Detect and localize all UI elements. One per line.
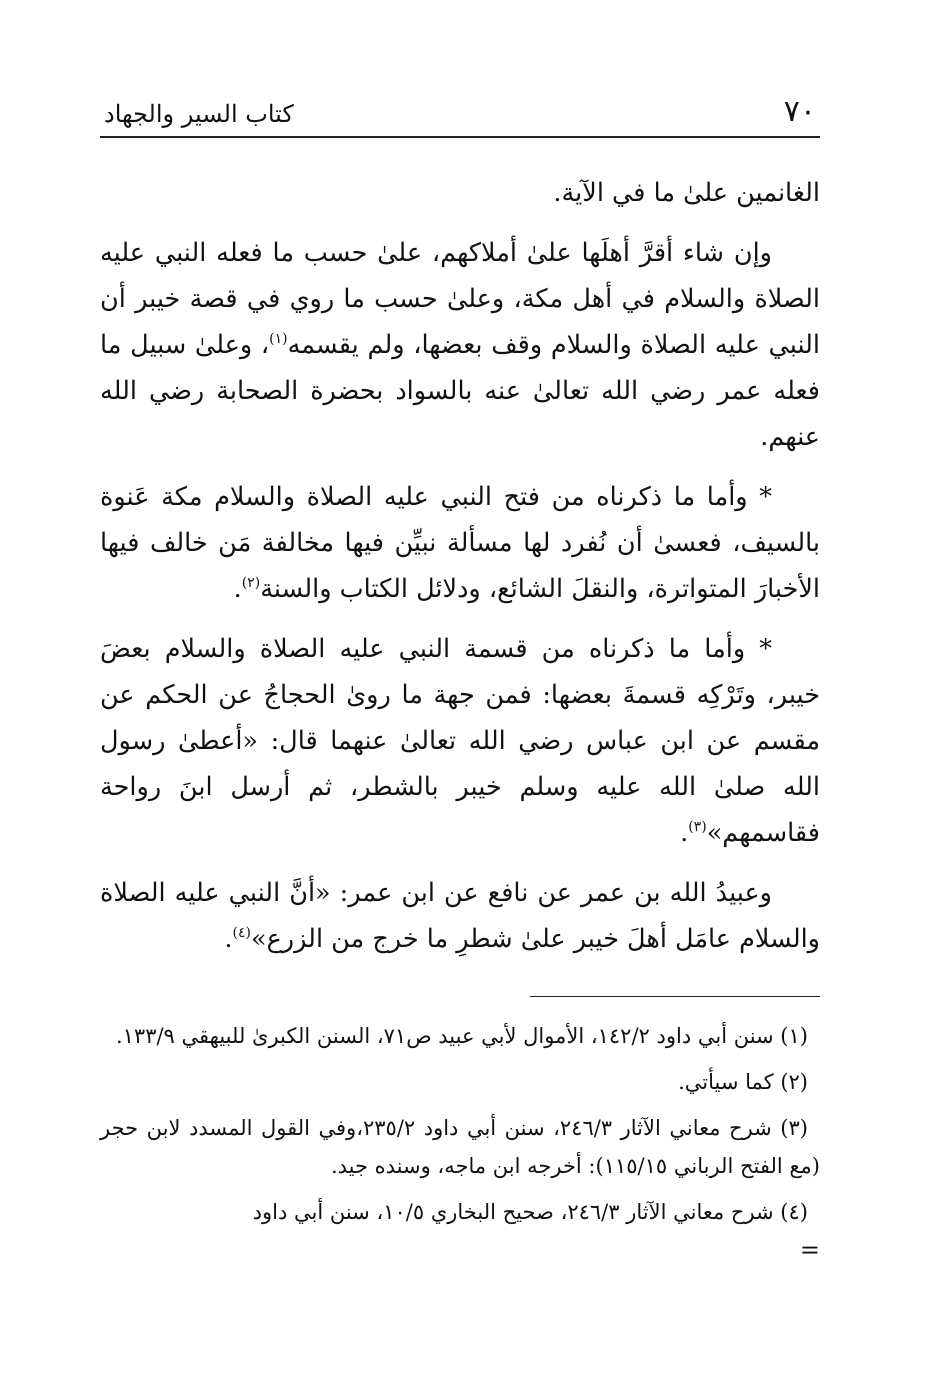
paragraph-text: وإن شاء أقرَّ أهلَها علىٰ أملاكهم، علىٰ حسب ما فعله النبي عليه الصلاة والسلام في أهل مكة، وعلىٰ حسب ما روي في قصة خيبر أن النبي عليه الصلاة والسلام وقف بعضها، ولم يقسمه <box>100 238 820 360</box>
paragraph <box>100 870 820 962</box>
paragraph <box>100 626 820 856</box>
footnote-marker: (٢) <box>241 575 261 591</box>
paragraph-text: . <box>233 574 242 604</box>
continuation-mark: = <box>799 1236 820 1264</box>
footnote: (١) سنن أبي داود ١٤٢/٢، الأموال لأبي عبيد ص٧١، السنن الكبرىٰ للبيهقي ١٣٣/٩. <box>115 1024 808 1048</box>
paragraph <box>100 474 820 612</box>
paragraph-text: الغانمين علىٰ ما في الآية. <box>553 178 820 208</box>
main-text <box>100 170 820 962</box>
paragraph-text: . <box>680 818 689 848</box>
paragraph <box>100 170 820 216</box>
paragraph-text: وعبيدُ الله بن عمر عن نافع عن ابن عمر: «أنَّ النبي عليه الصلاة والسلام عامَل أهلَ خيبر علىٰ شطرِ ما خرج من الزرع» <box>100 878 820 954</box>
footnotes <box>100 1017 820 1265</box>
footnote-separator <box>530 996 820 997</box>
page-number: ٧٠ <box>783 94 816 129</box>
paragraph <box>100 230 820 460</box>
paragraph-text: * وأما ما ذكرناه من فتح النبي عليه الصلاة والسلام مكة عَنوة بالسيف، فعسىٰ أن نُفرد لها مسألة نبيِّن فيها مخالفة مَن خالف فيها الأخبارَ المتواترة، والنقلَ الشائع، ودلائل الكتاب والسنة <box>100 482 820 604</box>
running-title: كتاب السير والجهاد <box>104 100 294 128</box>
footnote: (٣) شرح معاني الآثار ٢٤٦/٣، سنن أبي داود ٢٣٥/٢،وفي القول المسدد لابن حجر (مع الفتح الرباني ١١٥/١٥): أخرجه ابن ماجه، وسنده جيد. <box>100 1116 820 1178</box>
paragraph-text: ، وعلىٰ سبيل ما فعله عمر رضي الله تعالىٰ عنه بالسواد بحضرة الصحابة رضي الله عنهم. <box>100 330 820 452</box>
book-page <box>100 90 820 1273</box>
footnote-marker: (٣) <box>688 819 707 835</box>
paragraph-text: * وأما ما ذكرناه من قسمة النبي عليه الصلاة والسلام بعضَ خيبر، وتَرْكِه قسمةَ بعضها: فمن جهة ما روىٰ الحجاجُ عن الحكم عن مقسم عن ابن عباس رضي الله تعالىٰ عنهما قال: «أعطىٰ رسول الله صلىٰ الله عليه وسلم خيبر بالشطر، ثم أرسل ابنَ رواحة فقاسمهم» <box>100 634 820 848</box>
footnote-marker: (٤) <box>232 925 251 941</box>
paragraph-text: . <box>224 924 233 954</box>
page-header <box>100 90 820 138</box>
footnote: (٢) كما سيأتي. <box>678 1070 808 1094</box>
footnote: (٤) شرح معاني الآثار ٢٤٦/٣، صحيح البخاري ١٠/٥، سنن أبي داود <box>252 1200 808 1224</box>
footnote-marker: (١) <box>269 331 288 347</box>
